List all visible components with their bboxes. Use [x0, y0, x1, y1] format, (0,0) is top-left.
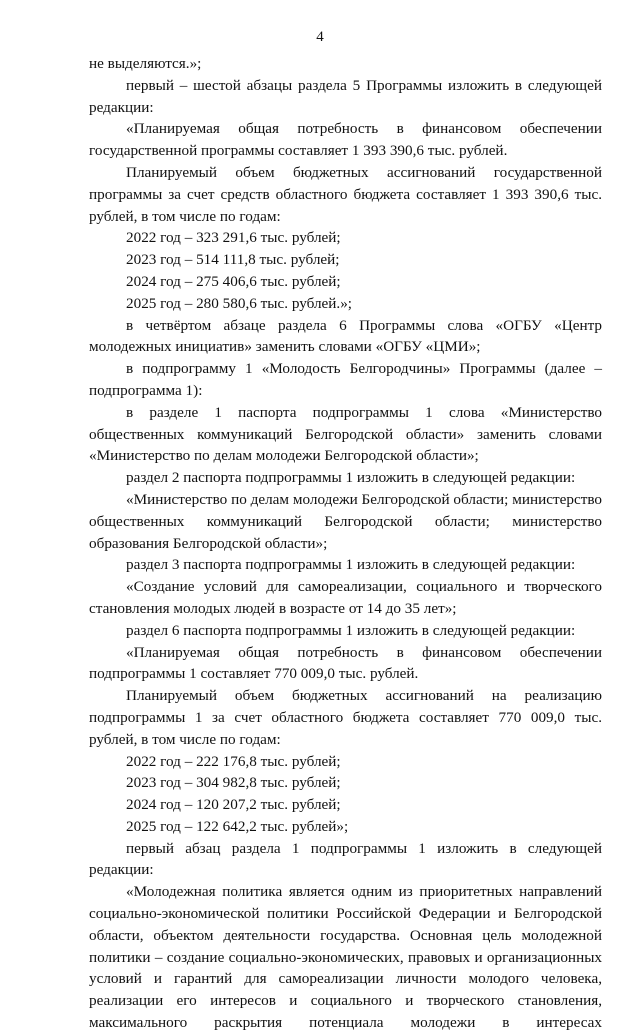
document-body [89, 53, 602, 1034]
paragraph: «Министерство по делам молодежи Белгородской области; министерство общественных коммуникаций Белгородской области; министерство образования Белгородской области»; [89, 490, 602, 552]
year-line: 2025 год – 280 580,6 тыс. рублей.»; [126, 294, 353, 312]
paragraph: раздел 3 паспорта подпрограммы 1 изложить в следующей редакции: [126, 556, 576, 574]
year-line: 2024 год – 120 207,2 тыс. рублей; [126, 796, 341, 814]
paragraph: «Молодежная политика является одним из приоритетных направлений социально-экономической политики Российской Федерации и Белгородской области, объектом деятельности государства. Основная цель молодежной политики – создание социально-экономических, правовых и организационных условий и гарантий для самореализации личности молодого человека, реализации его интересов и социального и творческого становления, максимального раскрытия потенциала молодежи в интересах [89, 883, 602, 1032]
year-line: 2024 год – 275 406,6 тыс. рублей; [126, 272, 341, 290]
paragraph: в подпрограмму 1 «Молодость Белгородчины» Программы (далее – подпрограмма 1): [89, 360, 602, 399]
paragraph: раздел 6 паспорта подпрограммы 1 изложить в следующей редакции: [126, 621, 576, 639]
paragraph: не выделяются.»; [89, 55, 202, 72]
paragraph: в четвёртом абзаце раздела 6 Программы слова «ОГБУ «Центр молодежных инициатив» заменить словами «ОГБУ «ЦМИ»; [89, 316, 602, 356]
paragraph: «Планируемая общая потребность в финансовом обеспечении подпрограммы 1 составляет 770 009,0 тыс. рублей. [89, 643, 602, 683]
paragraph: Планируемый объем бюджетных ассигнований на реализацию подпрограммы 1 за счет областного бюджета составляет 770 009,0 тыс. рублей, в том числе по годам: [89, 687, 602, 748]
page-number: 4 [316, 29, 324, 45]
year-line: 2022 год – 323 291,6 тыс. рублей; [126, 229, 341, 247]
year-line: 2022 год – 222 176,8 тыс. рублей; [126, 752, 341, 770]
year-line: 2023 год – 304 982,8 тыс. рублей; [126, 774, 341, 792]
paragraph: первый абзац раздела 1 подпрограммы 1 изложить в следующей редакции: [89, 839, 602, 879]
paragraph: в разделе 1 паспорта подпрограммы 1 слова «Министерство общественных коммуникаций Белгородской области» заменить словами «Министерство по делам молодежи Белгородской области»; [89, 403, 602, 465]
paragraph: раздел 2 паспорта подпрограммы 1 изложить в следующей редакции: [126, 469, 576, 487]
paragraph: «Планируемая общая потребность в финансовом обеспечении государственной программы составляет 1 393 390,6 тыс. рублей. [89, 120, 602, 160]
paragraph: «Создание условий для самореализации, социального и творческого становления молодых людей в возрасте от 14 до 35 лет»; [89, 578, 602, 617]
paragraph: первый – шестой абзацы раздела 5 Программы изложить в следующей редакции: [89, 76, 602, 116]
year-line: 2025 год – 122 642,2 тыс. рублей»; [126, 817, 349, 835]
paragraph: Планируемый объем бюджетных ассигнований государственной программы за счет средств областного бюджета составляет 1 393 390,6 тыс. рублей, в том числе по годам: [89, 163, 602, 225]
year-line: 2023 год – 514 111,8 тыс. рублей; [126, 251, 340, 269]
